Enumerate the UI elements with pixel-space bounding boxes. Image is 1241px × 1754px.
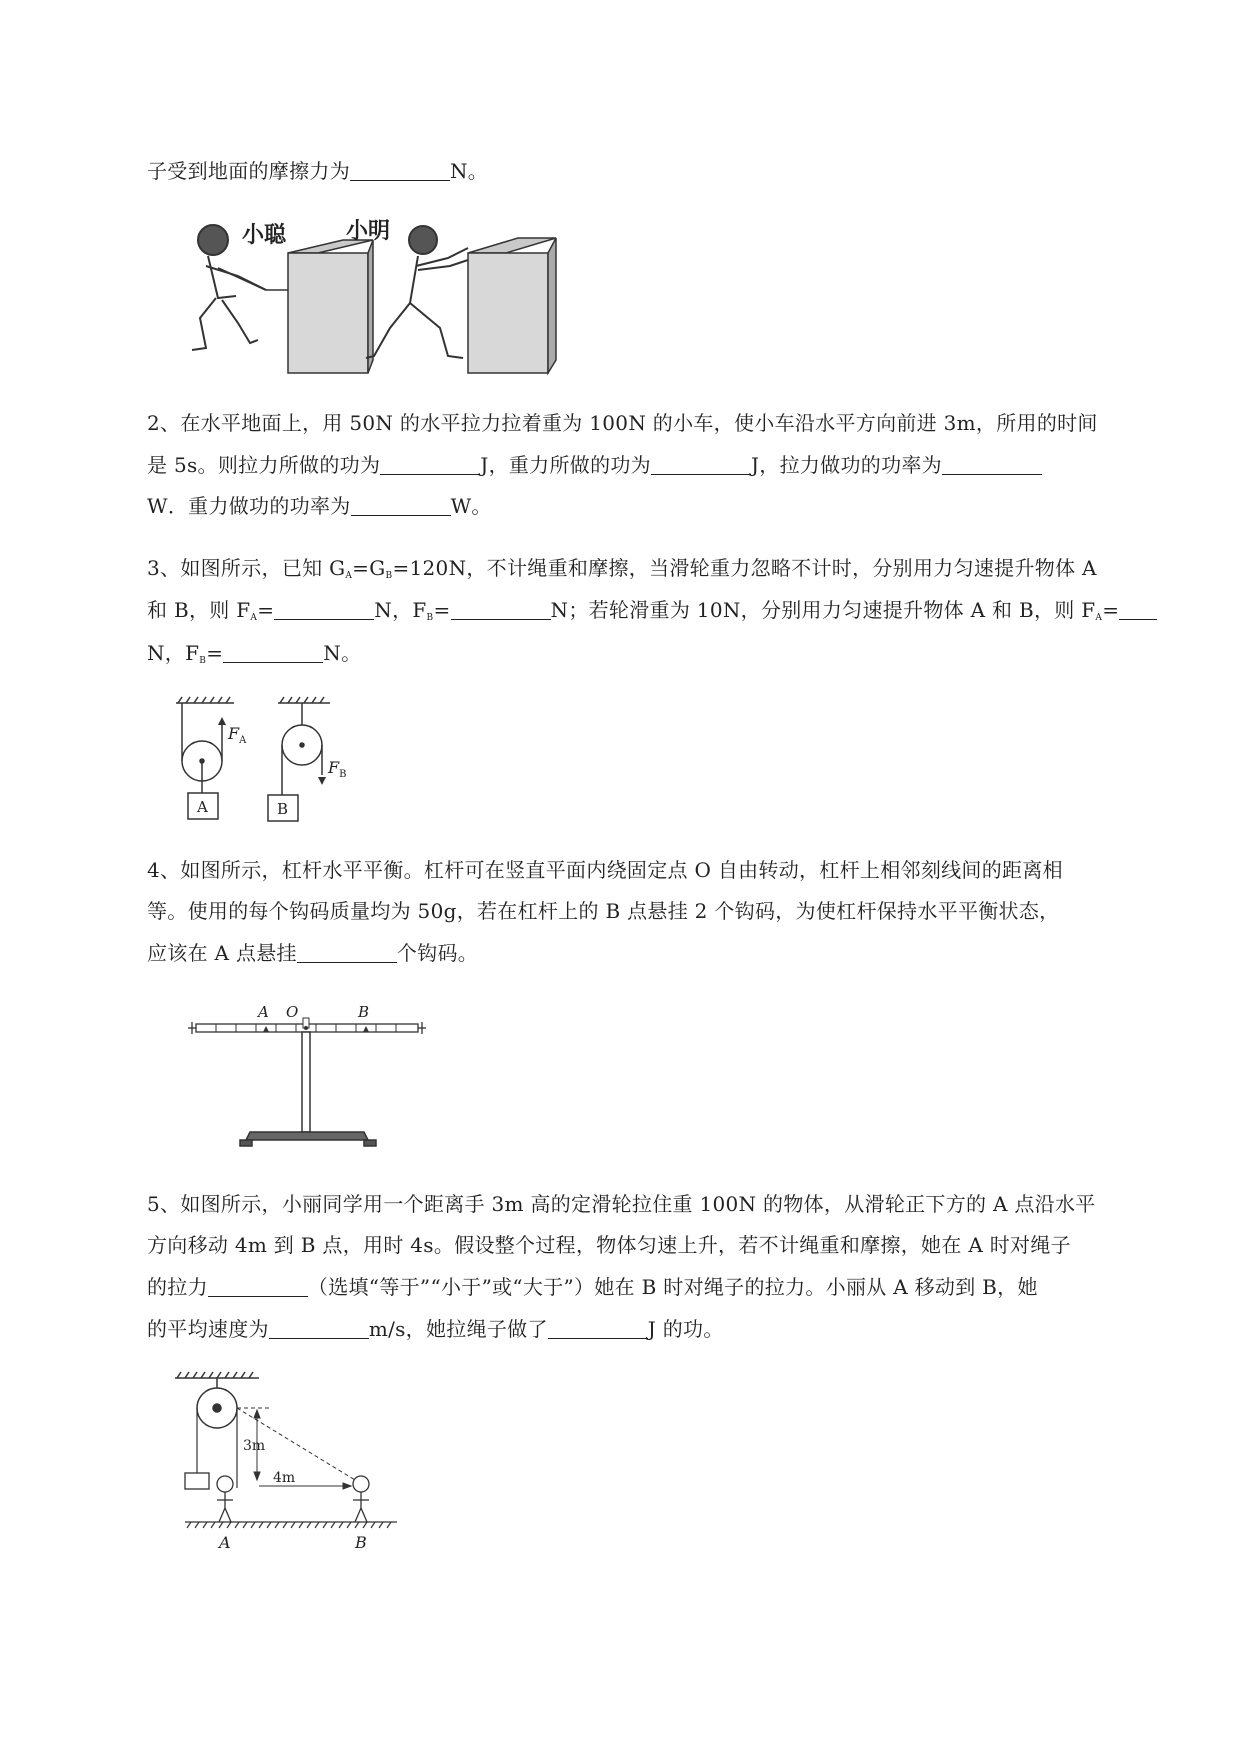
answer-blank[interactable]	[297, 942, 397, 963]
q5-text: J 的功。	[647, 1317, 724, 1341]
q3-text: =	[206, 641, 224, 665]
q2-text: 2、在水平地面上，用 50N 的水平拉力拉着重为 100N 的小车，使小车沿水平方向前进 3m，所用的时间	[147, 411, 1098, 435]
pivot-o	[304, 1026, 308, 1030]
label-b: B	[358, 1003, 370, 1021]
q1-text: 子受到地面的摩擦力为	[147, 159, 350, 183]
label-a: A	[258, 1003, 269, 1021]
q3-line-1	[147, 555, 1097, 589]
left-box	[288, 240, 373, 373]
answer-blank[interactable]	[351, 495, 451, 516]
q3-text: N，F	[147, 641, 200, 665]
q3-line-2	[147, 597, 1157, 631]
q5-text: 方向移动 4m 到 B 点，用时 4s。假设整个过程，物体匀速上升，若不计绳重和摩擦，她在 A 时对绳子	[147, 1233, 1071, 1257]
subscript: B	[385, 571, 393, 581]
q3-text: =120N，不计绳重和摩擦，当滑轮重力忽略不计时，分别用力匀速提升物体 A	[392, 556, 1097, 580]
lever-stand	[240, 1032, 376, 1146]
q4-line-3	[147, 940, 478, 966]
arrow-up-icon	[218, 717, 226, 725]
q4-lever-figure	[188, 1000, 438, 1150]
q4-text: 4、如图所示，杠杆水平平衡。杠杆可在竖直平面内绕固定点 O 自由转动，杠杆上相邻刻线间的距离相	[147, 858, 1063, 882]
subscript: B	[199, 656, 207, 666]
subscript: A	[345, 571, 353, 581]
answer-blank[interactable]	[942, 454, 1042, 475]
answer-blank[interactable]	[380, 454, 480, 475]
block-b-label: B	[277, 800, 289, 818]
ceiling-right	[278, 697, 330, 703]
q2-text: 是 5s。则拉力所做的功为	[147, 453, 381, 477]
q5-text: 的平均速度为	[147, 1317, 269, 1341]
q5-text: （选填“等于”“小于”或“大于”）她在 B 时对绳子的拉力。小丽从 A 移动到 B，她	[307, 1275, 1038, 1299]
q5-line-2	[147, 1232, 1071, 1258]
subscript: B	[426, 613, 434, 623]
answer-blank[interactable]	[548, 1318, 648, 1339]
q5-line-3	[147, 1274, 1038, 1300]
person-b	[353, 1476, 369, 1522]
answer-blank[interactable]	[1119, 599, 1157, 620]
q2-text: J，拉力做功的功率为	[750, 453, 942, 477]
q5-pulley-figure	[175, 1370, 405, 1555]
q2-text: W．重力做功的功率为	[147, 494, 351, 518]
q3-text: N，F	[374, 598, 427, 622]
subscript: A	[250, 613, 258, 623]
label-o: O	[286, 1003, 299, 1021]
q3-text: =	[433, 598, 451, 622]
q3-text: =G	[352, 556, 386, 580]
height-label: 3m	[243, 1438, 266, 1454]
force-a-label: $F_A$	[228, 724, 247, 746]
q3-pulley-figure	[170, 695, 400, 830]
q3-text: N。	[323, 641, 362, 665]
q4-text: 等。使用的每个钩码质量均为 50g，若在杠杆上的 B 点悬挂 2 个钩码，为使杠杆保持水平平衡状态，	[147, 899, 1060, 923]
q4-line-1	[147, 857, 1063, 883]
label-xiaoming: 小明	[346, 218, 391, 244]
q3-text: 3、如图所示，已知 G	[147, 556, 346, 580]
q1-text-line	[147, 158, 488, 184]
q4-text: 应该在 A 点悬挂	[147, 941, 297, 965]
q5-text: m/s，她拉绳子做了	[368, 1317, 548, 1341]
ground	[185, 1522, 397, 1528]
answer-blank[interactable]	[651, 454, 751, 475]
label-xiaocong: 小聪	[242, 222, 287, 248]
q3-line-3	[147, 640, 361, 674]
answer-blank[interactable]	[208, 1276, 308, 1297]
q5-text: 的拉力	[147, 1275, 208, 1299]
boy-pushing-figure	[366, 226, 468, 358]
ceiling	[175, 1372, 259, 1378]
q4-line-2	[147, 898, 1059, 924]
answer-blank[interactable]	[350, 160, 450, 181]
q5-text: 5、如图所示，小丽同学用一个距离手 3m 高的定滑轮拉住重 100N 的物体，从滑轮正下方的 A 点沿水平	[147, 1192, 1096, 1216]
q2-line-3	[147, 493, 492, 519]
fixed-pulley	[197, 1378, 237, 1428]
ceiling-left	[176, 697, 234, 703]
answer-blank[interactable]	[274, 599, 374, 620]
answer-blank[interactable]	[451, 599, 551, 620]
person-a	[217, 1476, 233, 1522]
q3-text: 和 B，则 F	[147, 598, 251, 622]
point-a-label: A	[219, 1533, 231, 1552]
hanging-weight	[185, 1473, 209, 1489]
q2-line-1	[147, 410, 1098, 436]
q2-line-2	[147, 452, 1042, 478]
answer-blank[interactable]	[223, 642, 323, 663]
arrow-down-icon	[318, 777, 326, 785]
block-a-label: A	[197, 798, 208, 816]
force-b-label: $F_B$	[328, 758, 347, 780]
subscript: A	[1095, 613, 1103, 623]
q2-text: J，重力所做的功为	[480, 453, 651, 477]
answer-blank[interactable]	[269, 1318, 369, 1339]
q1-unit: N。	[450, 159, 489, 183]
q3-text: =	[1102, 598, 1120, 622]
q4-text: 个钩码。	[396, 941, 479, 965]
distance-label: 4m	[273, 1470, 296, 1486]
q2-text: W。	[450, 494, 492, 518]
point-b-label: B	[355, 1533, 367, 1552]
q5-line-1	[147, 1191, 1096, 1217]
q3-text: =	[257, 598, 275, 622]
right-box	[468, 238, 556, 373]
q5-line-4	[147, 1316, 724, 1342]
q3-text: N；若轮滑重为 10N，分别用力匀速提升物体 A 和 B，则 F	[550, 598, 1096, 622]
q1-figure	[178, 208, 598, 378]
